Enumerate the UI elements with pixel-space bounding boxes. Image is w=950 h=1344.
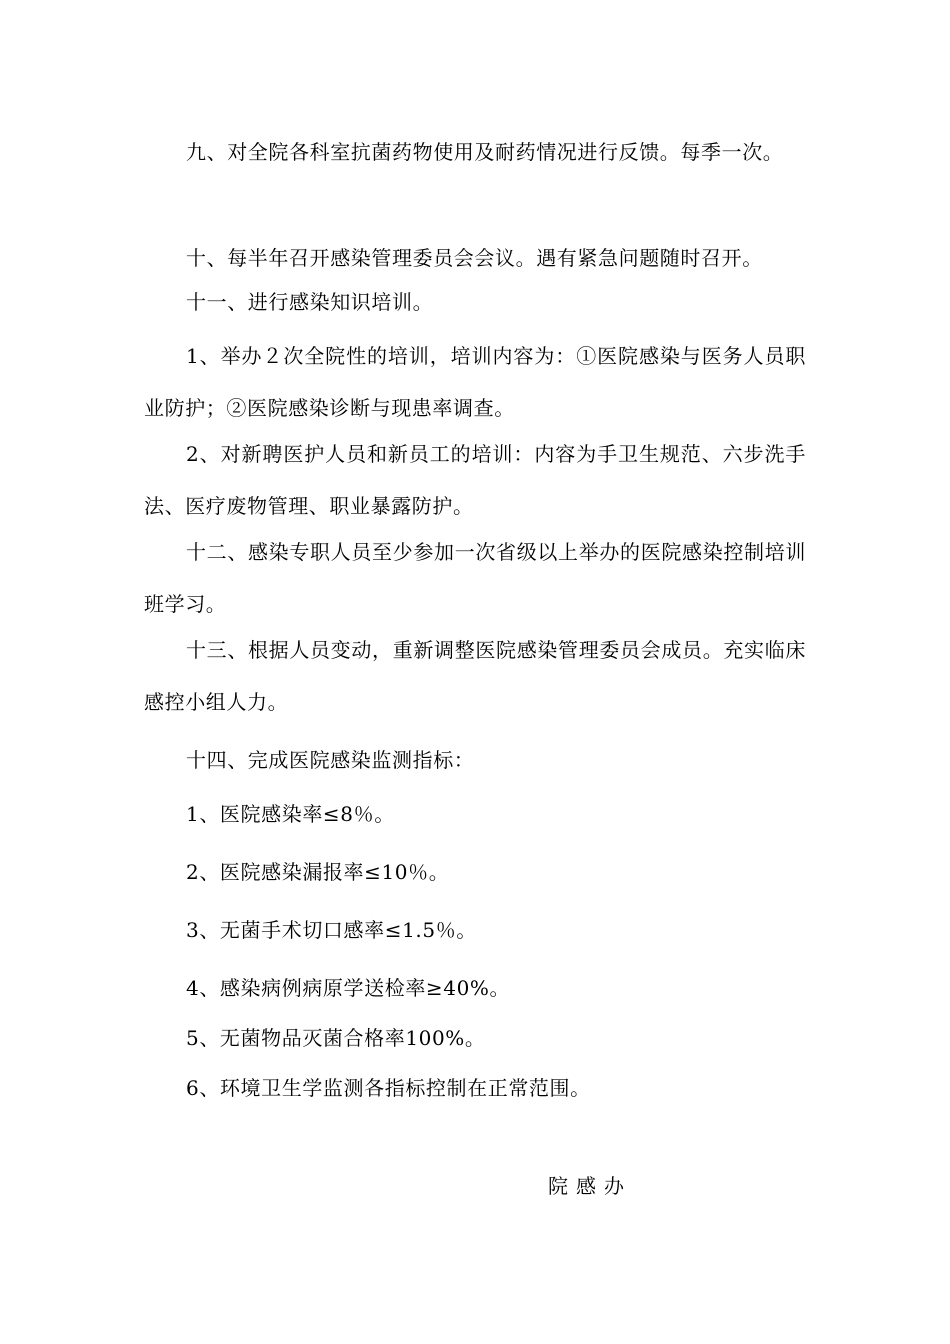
paragraph-item-13: 十三、根据人员变动，重新调整医院感染管理委员会成员。充实临床感控小组人力。 (144, 638, 806, 714)
paragraph-item-11: 十一、进行感染知识培训。 (186, 290, 434, 314)
indicator-underreport-rate: 2、医院感染漏报率≤10％。 (186, 860, 450, 884)
paragraph-item-12: 十二、感染专职人员至少参加一次省级以上举办的医院感染控制培训班学习。 (144, 540, 806, 616)
indicator-pathogen-test-rate: 4、感染病例病原学送检率≥40%。 (186, 976, 511, 1000)
paragraph-item-9: 九、对全院各科室抗菌药物使用及耐药情况进行反馈。每季一次。 (186, 140, 784, 164)
indicator-sterilization-pass-rate: 5、无菌物品灭菌合格率100%。 (186, 1026, 486, 1050)
paragraph-item-10: 十、每半年召开感染管理委员会会议。遇有紧急问题随时召开。 (186, 246, 763, 270)
indicator-incision-infection-rate: 3、无菌手术切口感率≤1.5％。 (186, 918, 477, 942)
signature: 院感办 (548, 1174, 632, 1198)
paragraph-training-2: 2、对新聘医护人员和新员工的培训：内容为手卫生规范、六步洗手法、医疗废物管理、职业暴露防护。 (144, 442, 806, 518)
paragraph-item-14: 十四、完成医院感染监测指标： (186, 748, 475, 772)
paragraph-training-1: 1、举办２次全院性的培训，培训内容为：①医院感染与医务人员职业防护；②医院感染诊断与现患率调查。 (144, 344, 806, 420)
indicator-environment-hygiene: 6、环境卫生学监测各指标控制在正常范围。 (186, 1076, 591, 1100)
indicator-infection-rate: 1、医院感染率≤8％。 (186, 802, 395, 826)
